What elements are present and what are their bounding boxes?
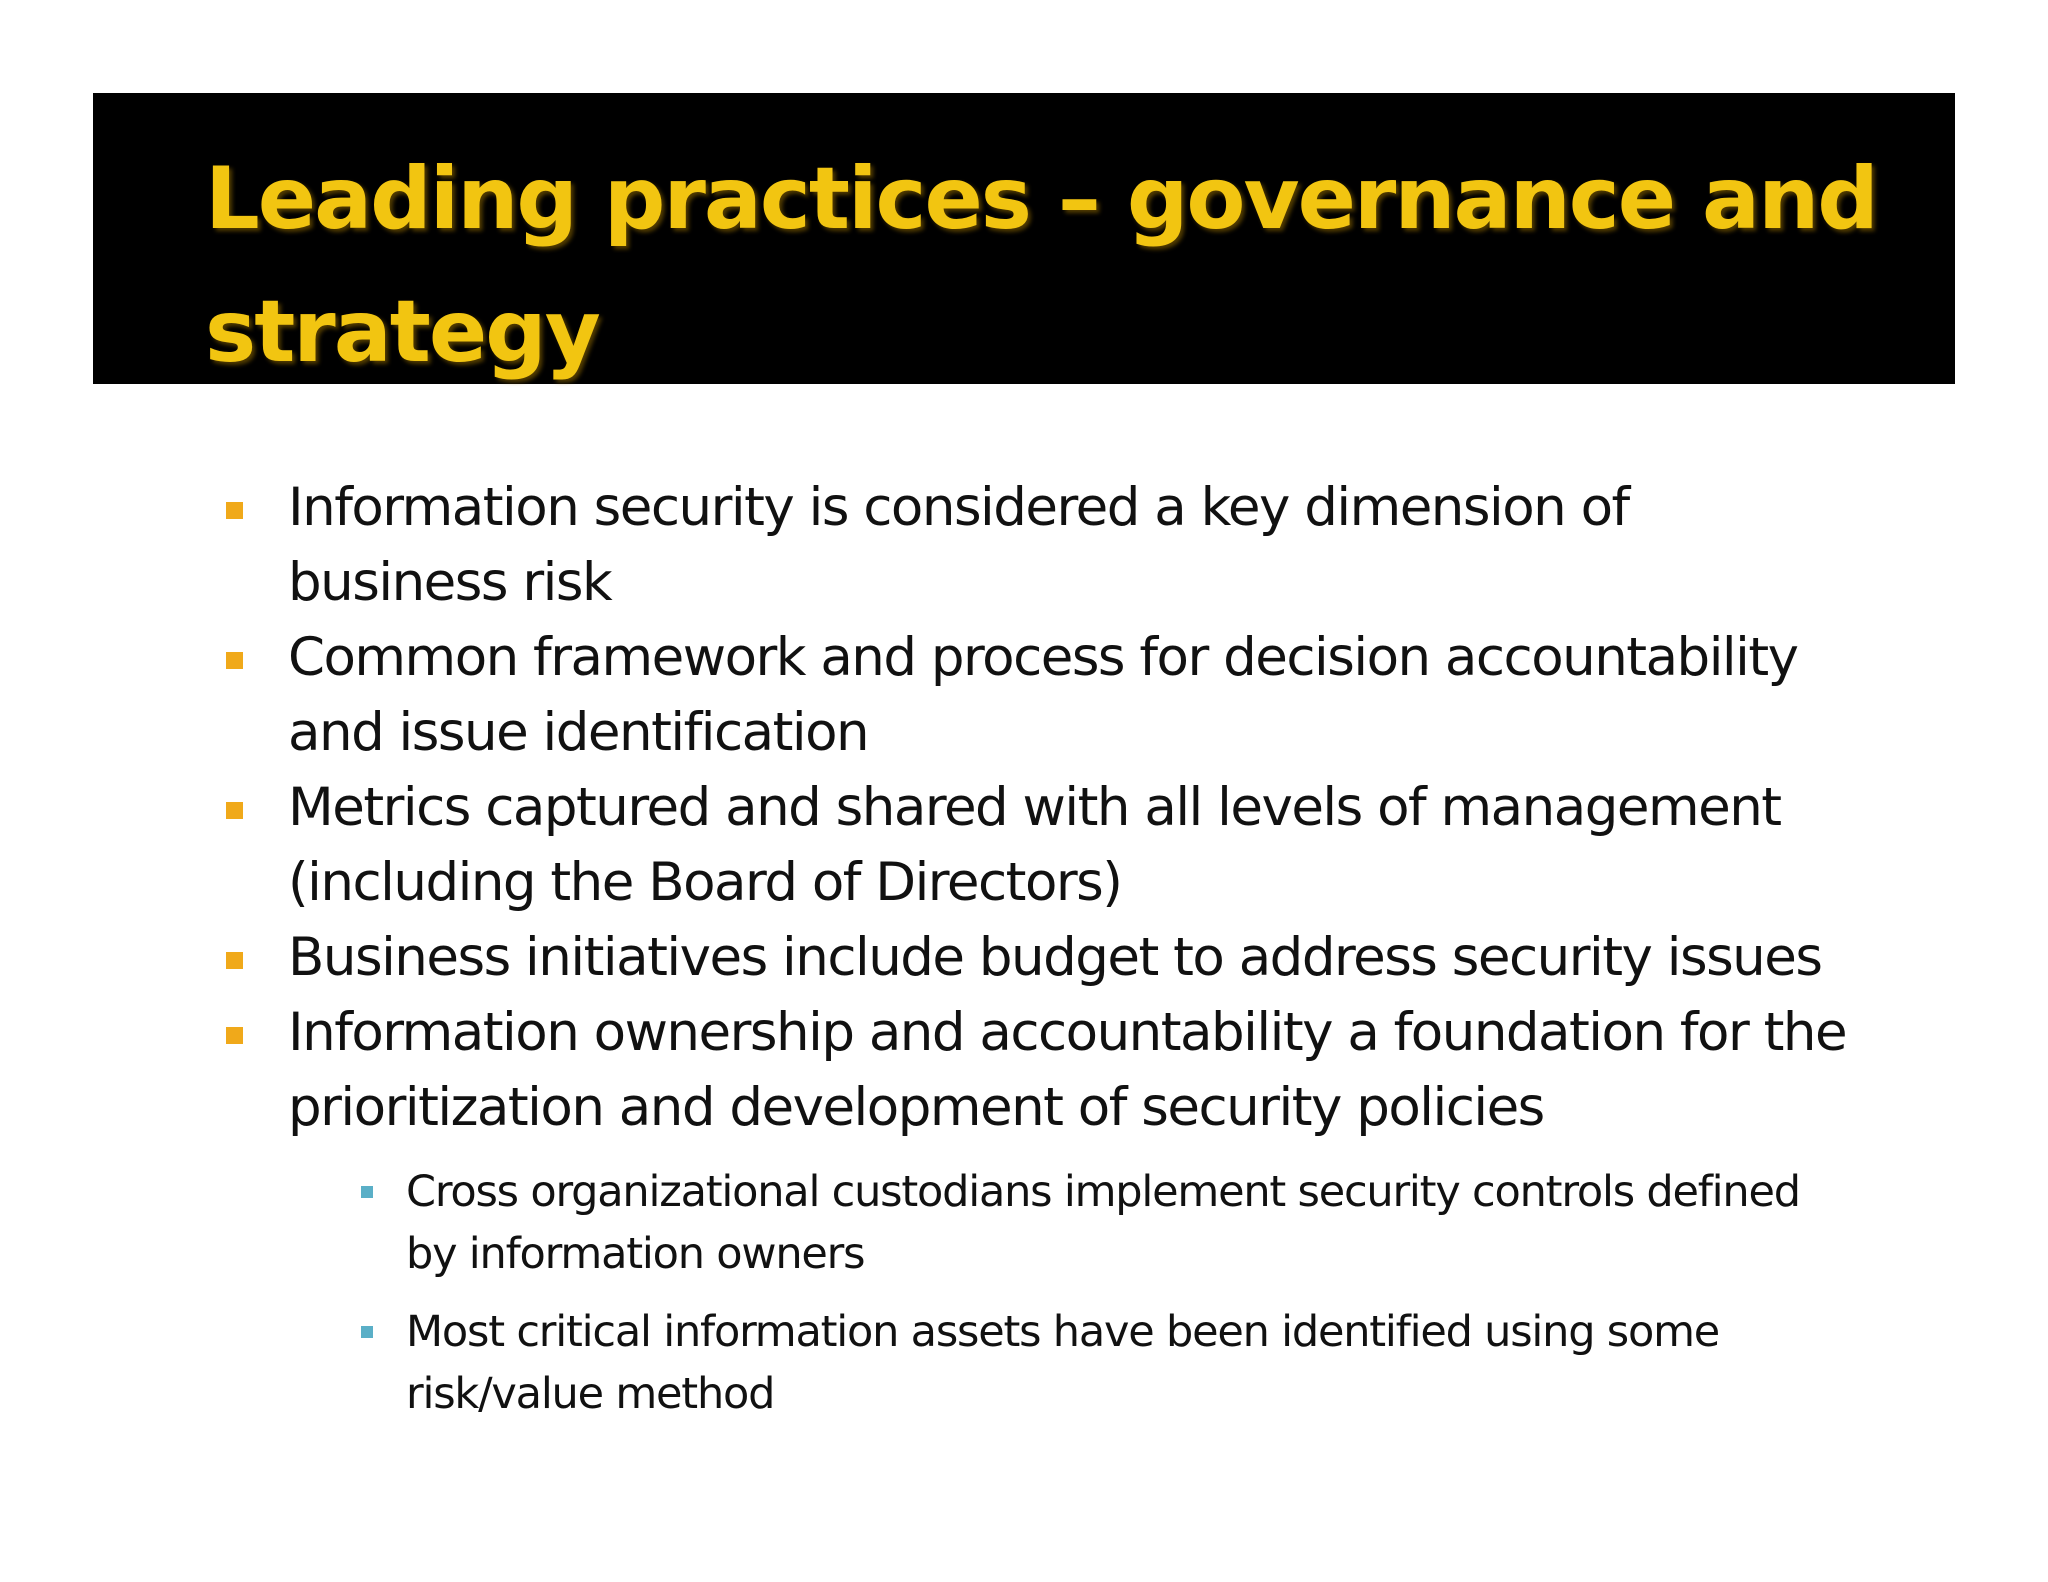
sub-bullet-text: Most critical information assets have been identified using some risk/value method: [406, 1307, 1720, 1419]
bullet-text: Business initiatives include budget to address security issues: [288, 927, 1822, 988]
square-bullet-icon: [226, 1027, 243, 1044]
square-bullet-icon: [226, 652, 243, 669]
bullet-list: [220, 470, 1860, 1425]
slide-title: Leading practices – governance and strategy: [205, 149, 1877, 382]
square-bullet-icon: [226, 802, 243, 819]
bullet-text: Information ownership and accountability a foundation for the prioritization and development of security policies: [288, 1002, 1847, 1138]
bullet-item: [220, 995, 1860, 1425]
square-bullet-icon: [226, 952, 243, 969]
title-bar: [93, 93, 1955, 384]
bullet-item: [220, 920, 1860, 995]
bullet-text: Common framework and process for decision accountability and issue identification: [288, 627, 1798, 763]
bullet-text: Metrics captured and shared with all levels of management (including the Board of Directors): [288, 777, 1781, 913]
small-square-bullet-icon: [361, 1326, 373, 1338]
bullet-item: [220, 770, 1860, 920]
slide-content: [220, 470, 1860, 1441]
bullet-item: [220, 470, 1860, 620]
sub-bullet-list: [288, 1161, 1860, 1425]
bullet-text: Information security is considered a key dimension of business risk: [288, 477, 1629, 613]
square-bullet-icon: [226, 502, 243, 519]
sub-bullet-text: Cross organizational custodians implement security controls defined by information owners: [406, 1167, 1800, 1279]
sub-bullet-item: [347, 1301, 1860, 1425]
small-square-bullet-icon: [361, 1186, 373, 1198]
bullet-item: [220, 620, 1860, 770]
sub-bullet-item: [347, 1161, 1860, 1285]
